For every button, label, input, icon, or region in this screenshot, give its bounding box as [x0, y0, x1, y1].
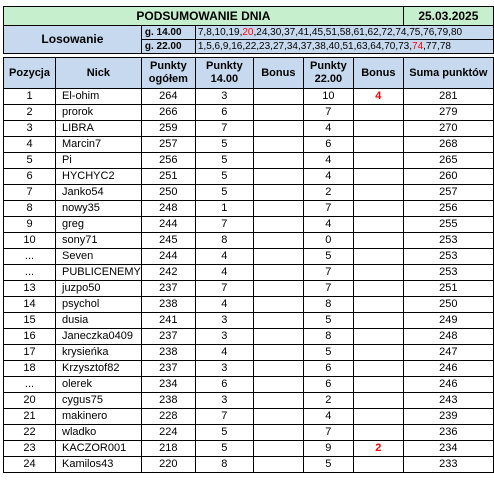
row-points-22: 6 [303, 361, 353, 377]
col-header-bonus-22: Bonus [353, 58, 403, 89]
table-row [4, 265, 494, 281]
row-points-total: 259 [141, 121, 195, 137]
row-points-14: 7 [195, 121, 253, 137]
row-position: 6 [4, 169, 56, 185]
row-bonus-14 [253, 441, 303, 457]
table-row [4, 169, 494, 185]
row-position: ... [4, 377, 56, 393]
draw-number: 64 [370, 41, 382, 52]
row-sum: 234 [403, 441, 493, 457]
row-points-total: 244 [141, 217, 195, 233]
row-nick: greg [56, 217, 142, 233]
col-header-points-14: Punkty 14.00 [195, 58, 253, 89]
row-sum: 253 [403, 265, 493, 281]
row-points-14: 5 [195, 169, 253, 185]
row-bonus-14 [253, 329, 303, 345]
draw-time-14: g. 14.00 [141, 26, 195, 40]
draw-numbers-22: 1,5,6,9,16,22,23,27,34,37,38,40,51,63,64,70,73,74,77,78 [195, 40, 493, 54]
row-sum: 253 [403, 249, 493, 265]
row-nick: KACZOR001 [56, 441, 142, 457]
row-bonus-14 [253, 425, 303, 441]
row-points-14: 3 [195, 89, 253, 105]
table-row [4, 137, 494, 153]
row-position: 23 [4, 441, 56, 457]
row-position: 17 [4, 345, 56, 361]
row-points-22: 9 [303, 441, 353, 457]
row-points-22: 4 [303, 217, 353, 233]
row-points-22: 7 [303, 105, 353, 121]
draw-numbers-14: 7,8,10,19,20,24,30,37,41,45,51,58,61,62,72,74,75,76,79,80 [195, 26, 493, 40]
row-bonus-14 [253, 233, 303, 249]
row-points-14: 8 [195, 457, 253, 473]
row-points-14: 5 [195, 137, 253, 153]
table-row [4, 457, 494, 473]
row-bonus-22 [353, 297, 403, 313]
row-sum: 248 [403, 329, 493, 345]
draw-number: 22 [245, 41, 257, 52]
draw-number: 51 [342, 41, 354, 52]
row-points-14: 7 [195, 281, 253, 297]
row-nick: Janeczka0409 [56, 329, 142, 345]
draw-number: 16 [231, 41, 243, 52]
row-nick: dusia [56, 313, 142, 329]
col-header-points-total: Punkty ogółem [141, 58, 195, 89]
row-points-total: 242 [141, 265, 195, 281]
row-nick: psychol [56, 297, 142, 313]
row-sum: 250 [403, 297, 493, 313]
row-position: ... [4, 265, 56, 281]
row-bonus-14 [253, 297, 303, 313]
draw-number: 23 [259, 41, 271, 52]
row-bonus-14 [253, 249, 303, 265]
row-bonus-22 [353, 137, 403, 153]
row-points-22: 4 [303, 409, 353, 425]
row-position: 2 [4, 105, 56, 121]
row-bonus-14 [253, 265, 303, 281]
row-points-14: 7 [195, 217, 253, 233]
row-points-22: 8 [303, 297, 353, 313]
page-title: PODSUMOWANIE DNIA [4, 7, 404, 26]
table-row [4, 153, 494, 169]
row-points-total: 234 [141, 377, 195, 393]
row-bonus-14 [253, 313, 303, 329]
row-points-14: 5 [195, 185, 253, 201]
row-points-22: 2 [303, 185, 353, 201]
col-header-bonus-14: Bonus [253, 58, 303, 89]
row-bonus-22 [353, 457, 403, 473]
row-points-total: 248 [141, 201, 195, 217]
row-points-total: 238 [141, 345, 195, 361]
row-points-14: 4 [195, 297, 253, 313]
row-points-22: 5 [303, 457, 353, 473]
row-bonus-14 [253, 137, 303, 153]
row-points-22: 7 [303, 425, 353, 441]
row-sum: 247 [403, 345, 493, 361]
row-bonus-22 [353, 313, 403, 329]
table-row [4, 121, 494, 137]
row-points-22: 5 [303, 249, 353, 265]
row-points-total: 220 [141, 457, 195, 473]
row-sum: 270 [403, 121, 493, 137]
draw-number: 37 [300, 41, 312, 52]
row-nick: wladko [56, 425, 142, 441]
row-position: 4 [4, 137, 56, 153]
row-points-22: 2 [303, 393, 353, 409]
row-nick: HYCHYC2 [56, 169, 142, 185]
table-row [4, 377, 494, 393]
row-bonus-22 [353, 345, 403, 361]
draw-number: 30 [270, 27, 282, 38]
row-position: 9 [4, 217, 56, 233]
draw-number: 75 [409, 27, 421, 38]
row-bonus-22 [353, 425, 403, 441]
row-bonus-22: 4 [353, 89, 403, 105]
row-bonus-22 [353, 249, 403, 265]
row-points-14: 1 [195, 201, 253, 217]
draw-number: 79 [437, 27, 449, 38]
row-bonus-22 [353, 393, 403, 409]
row-bonus-14 [253, 201, 303, 217]
draw-number: 38 [314, 41, 326, 52]
row-nick: makinero [56, 409, 142, 425]
draw-number: 10 [214, 27, 226, 38]
date-cell: 25.03.2025 [403, 7, 493, 26]
table-row [4, 393, 494, 409]
row-points-22: 5 [303, 313, 353, 329]
row-points-14: 7 [195, 409, 253, 425]
row-sum: 281 [403, 89, 493, 105]
table-row [4, 361, 494, 377]
table-row [4, 249, 494, 265]
row-points-total: 256 [141, 153, 195, 169]
draw-number: 8 [206, 27, 212, 38]
draw-number: 74 [412, 41, 424, 52]
draw-number: 61 [353, 27, 365, 38]
row-bonus-14 [253, 377, 303, 393]
row-bonus-22 [353, 217, 403, 233]
row-nick: olerek [56, 377, 142, 393]
row-points-22: 6 [303, 137, 353, 153]
row-position: ... [4, 249, 56, 265]
table-row [4, 313, 494, 329]
row-bonus-22 [353, 281, 403, 297]
row-points-22: 4 [303, 169, 353, 185]
row-points-14: 6 [195, 105, 253, 121]
draw-number: 77 [425, 41, 438, 52]
row-nick: cygus75 [56, 393, 142, 409]
table-row [4, 409, 494, 425]
row-points-14: 3 [195, 361, 253, 377]
draw-number: 6 [214, 41, 221, 52]
draw-number: 24 [256, 27, 268, 38]
row-points-total: 244 [141, 249, 195, 265]
table-row [4, 201, 494, 217]
draw-number: 45 [311, 27, 324, 38]
draw-number: 7 [197, 27, 204, 38]
row-bonus-14 [253, 169, 303, 185]
row-points-total: 241 [141, 313, 195, 329]
row-bonus-14 [253, 361, 303, 377]
row-sum: 260 [403, 169, 493, 185]
table-row [4, 329, 494, 345]
row-bonus-22 [353, 233, 403, 249]
table-row [4, 89, 494, 105]
row-sum: 268 [403, 137, 493, 153]
row-sum: 253 [403, 233, 493, 249]
row-points-22: 4 [303, 121, 353, 137]
draw-number: 51 [325, 27, 337, 38]
row-nick: LIBRA [56, 121, 142, 137]
row-points-22: 0 [303, 233, 353, 249]
row-sum: 239 [403, 409, 493, 425]
row-points-22: 10 [303, 89, 353, 105]
row-points-22: 7 [303, 281, 353, 297]
row-sum: 256 [403, 201, 493, 217]
row-bonus-14 [253, 185, 303, 201]
draw-number: 80 [450, 27, 463, 38]
row-points-total: 245 [141, 233, 195, 249]
row-bonus-22 [353, 361, 403, 377]
row-points-total: 238 [141, 393, 195, 409]
row-position: 8 [4, 201, 56, 217]
row-position: 24 [4, 457, 56, 473]
row-bonus-14 [253, 89, 303, 105]
row-points-22: 7 [303, 201, 353, 217]
row-sum: 236 [403, 425, 493, 441]
row-position: 20 [4, 393, 56, 409]
row-bonus-22: 2 [353, 441, 403, 457]
draw-number: 5 [206, 41, 212, 52]
row-nick: Seven [56, 249, 142, 265]
row-bonus-14 [253, 409, 303, 425]
row-bonus-14 [253, 457, 303, 473]
ranking-rows [4, 89, 494, 473]
draw-number: 58 [339, 27, 351, 38]
row-position: 16 [4, 329, 56, 345]
row-bonus-22 [353, 105, 403, 121]
row-points-total: 251 [141, 169, 195, 185]
row-nick: Kamilos43 [56, 457, 142, 473]
row-sum: 265 [403, 153, 493, 169]
row-position: 14 [4, 297, 56, 313]
row-sum: 279 [403, 105, 493, 121]
table-row [4, 281, 494, 297]
row-points-22: 5 [303, 345, 353, 361]
row-points-total: 228 [141, 409, 195, 425]
row-bonus-22 [353, 121, 403, 137]
row-points-14: 3 [195, 313, 253, 329]
draw-number: 63 [356, 41, 368, 52]
draw-number: 73 [398, 41, 410, 52]
draw-number: 19 [228, 27, 240, 38]
row-points-22: 7 [303, 265, 353, 281]
row-nick: Krzysztof82 [56, 361, 142, 377]
row-position: 1 [4, 89, 56, 105]
row-bonus-14 [253, 121, 303, 137]
row-nick: El-ohim [56, 89, 142, 105]
row-position: 5 [4, 153, 56, 169]
row-sum: 255 [403, 217, 493, 233]
row-bonus-22 [353, 201, 403, 217]
draw-label: Losowanie [4, 26, 142, 54]
draw-number: 37 [284, 27, 296, 38]
draw-number: 72 [381, 27, 393, 38]
row-points-14: 8 [195, 233, 253, 249]
row-position: 15 [4, 313, 56, 329]
col-header-sum: Suma punktów [403, 58, 493, 89]
row-nick: prorok [56, 105, 142, 121]
table-row [4, 217, 494, 233]
table-row [4, 441, 494, 457]
table-row [4, 105, 494, 121]
row-points-14: 4 [195, 249, 253, 265]
row-points-total: 257 [141, 137, 195, 153]
table-row [4, 425, 494, 441]
col-header-position: Pozycja [4, 58, 56, 89]
row-sum: 246 [403, 377, 493, 393]
col-header-points-22: Punkty 22.00 [303, 58, 353, 89]
row-points-total: 238 [141, 297, 195, 313]
row-nick: juzpo50 [56, 281, 142, 297]
row-position: 18 [4, 361, 56, 377]
row-bonus-22 [353, 153, 403, 169]
row-sum: 251 [403, 281, 493, 297]
draw-time-22: g. 22.00 [141, 40, 195, 54]
table-row [4, 233, 494, 249]
row-bonus-22 [353, 409, 403, 425]
row-bonus-22 [353, 265, 403, 281]
row-points-14: 4 [195, 265, 253, 281]
row-nick: PUBLICENEMY [56, 265, 142, 281]
row-sum: 233 [403, 457, 493, 473]
draw-number: 41 [297, 27, 310, 38]
draw-number: 70 [384, 41, 396, 52]
col-header-nick: Nick [56, 58, 142, 89]
row-sum: 243 [403, 393, 493, 409]
draw-number: 34 [286, 41, 298, 52]
row-bonus-14 [253, 345, 303, 361]
row-position: 21 [4, 409, 56, 425]
row-bonus-14 [253, 105, 303, 121]
row-nick: sony71 [56, 233, 142, 249]
draw-number: 40 [328, 41, 340, 52]
row-points-total: 237 [141, 361, 195, 377]
row-points-22: 8 [303, 329, 353, 345]
row-points-total: 264 [141, 89, 195, 105]
row-bonus-14 [253, 217, 303, 233]
row-points-total: 237 [141, 281, 195, 297]
draw-number: 78 [439, 41, 451, 52]
summary-table [3, 6, 494, 473]
row-position: 13 [4, 281, 56, 297]
draw-number: 20 [242, 27, 254, 38]
row-points-14: 4 [195, 345, 253, 361]
row-points-22: 4 [303, 153, 353, 169]
row-nick: Janko54 [56, 185, 142, 201]
row-nick: Marcin7 [56, 137, 142, 153]
row-bonus-14 [253, 281, 303, 297]
table-row [4, 345, 494, 361]
draw-number: 1 [197, 41, 204, 52]
row-sum: 249 [403, 313, 493, 329]
row-nick: nowy35 [56, 201, 142, 217]
draw-number: 27 [272, 41, 285, 52]
row-bonus-14 [253, 153, 303, 169]
draw-number: 9 [222, 41, 229, 52]
row-points-total: 250 [141, 185, 195, 201]
row-bonus-22 [353, 329, 403, 345]
row-points-14: 5 [195, 153, 253, 169]
row-points-total: 224 [141, 425, 195, 441]
row-bonus-22 [353, 377, 403, 393]
row-nick: Pi [56, 153, 142, 169]
row-points-14: 5 [195, 425, 253, 441]
draw-number: 62 [367, 27, 379, 38]
row-points-total: 218 [141, 441, 195, 457]
row-position: 22 [4, 425, 56, 441]
row-points-14: 5 [195, 441, 253, 457]
row-bonus-22 [353, 169, 403, 185]
row-points-total: 266 [141, 105, 195, 121]
row-sum: 257 [403, 185, 493, 201]
row-bonus-22 [353, 185, 403, 201]
row-position: 3 [4, 121, 56, 137]
row-points-22: 6 [303, 377, 353, 393]
row-points-14: 3 [195, 329, 253, 345]
row-points-14: 6 [195, 377, 253, 393]
draw-number: 76 [423, 27, 435, 38]
table-row [4, 185, 494, 201]
row-position: 7 [4, 185, 56, 201]
row-points-total: 237 [141, 329, 195, 345]
row-points-14: 3 [195, 393, 253, 409]
row-position: 10 [4, 233, 56, 249]
table-row [4, 297, 494, 313]
row-sum: 246 [403, 361, 493, 377]
draw-number: 74 [395, 27, 407, 38]
row-bonus-14 [253, 393, 303, 409]
row-nick: krysieńka [56, 345, 142, 361]
